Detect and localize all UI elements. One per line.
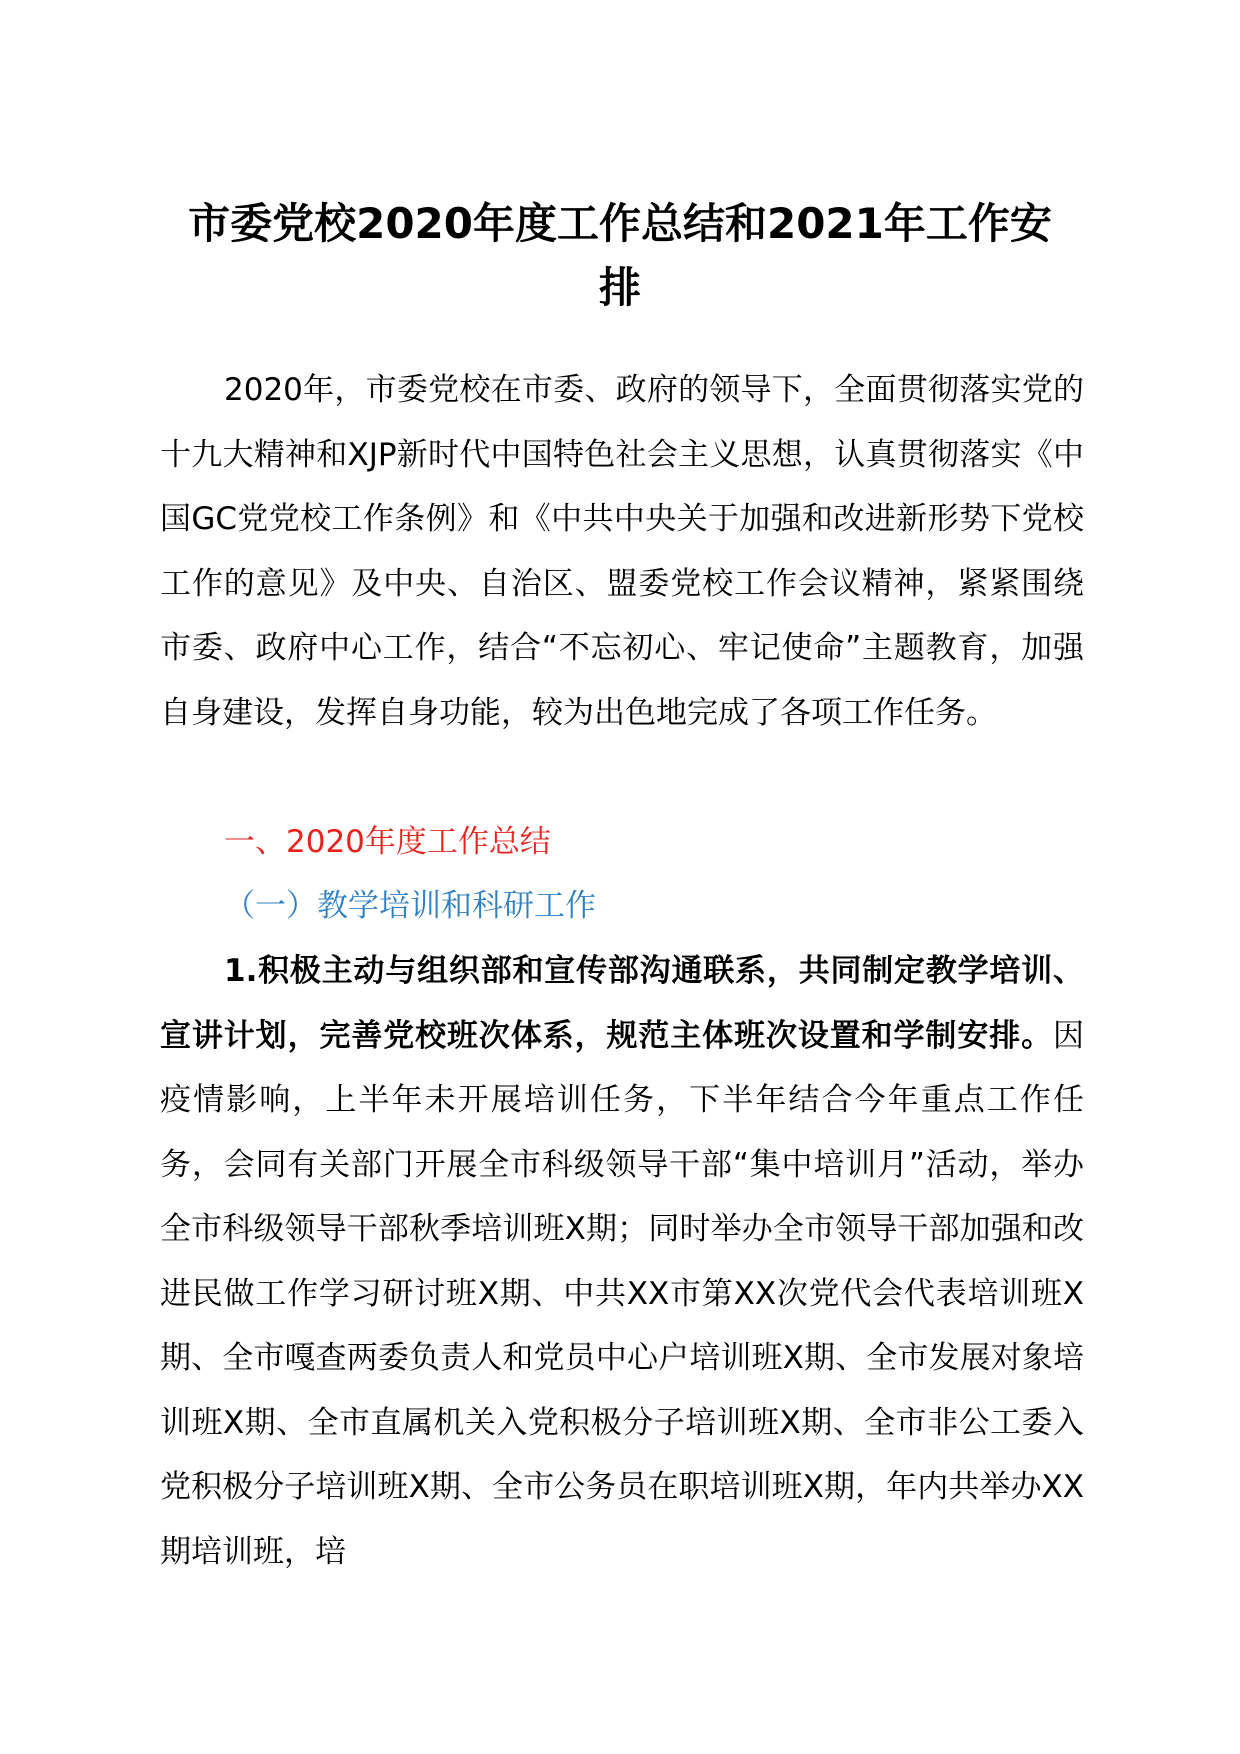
item1-text: 因疫情影响，上半年未开展培训任务，下半年结合今年重点工作任务，会同有关部门开展全市科级领导干部“集中培训月”活动，举办全市科级领导干部秋季培训班X期；同时举办全市领导干部加强和改进民做工作学习研讨班X期、中共XX市第XX次党代会代表培训班X期、全市嘎查两委负责人和党员中心户培训班X期、全市发展对象培训班X期、全市直属机关入党积极分子培训班X期、全市非公工委入党积极分子培训班X期、全市公务员在职培训班X期，年内共举办XX期培训班，培 (160, 1017, 1084, 1570)
document-title: 市委党校2020年度工作总结和2021年工作安排 (188, 199, 1052, 312)
subsection-heading: （一）教学培训和科研工作 (224, 888, 596, 924)
item1-paragraph (160, 939, 1084, 1584)
item1-bold-lead: 1.积极主动与组织部和宣传部沟通联系，共同制定教学培训、宣讲计划，完善党校班次体系，规范主体班次设置和学制安排。 (160, 953, 1084, 1054)
section-heading: 一、2020年度工作总结 (224, 824, 551, 860)
intro-paragraph: 2020年，市委党校在市委、政府的领导下，全面贯彻落实党的十九大精神和XJP新时代中国特色社会主义思想，认真贯彻落实《中国GC党党校工作条例》和《中共中央关于加强和改进新形势下党校工作的意见》及中央、自治区、盟委党校工作会议精神，紧紧围绕市委、政府中心工作，结合“不忘初心、牢记使命”主题教育，加强自身建设，发挥自身功能，较为出色地完成了各项工作任务。 (160, 372, 1084, 731)
